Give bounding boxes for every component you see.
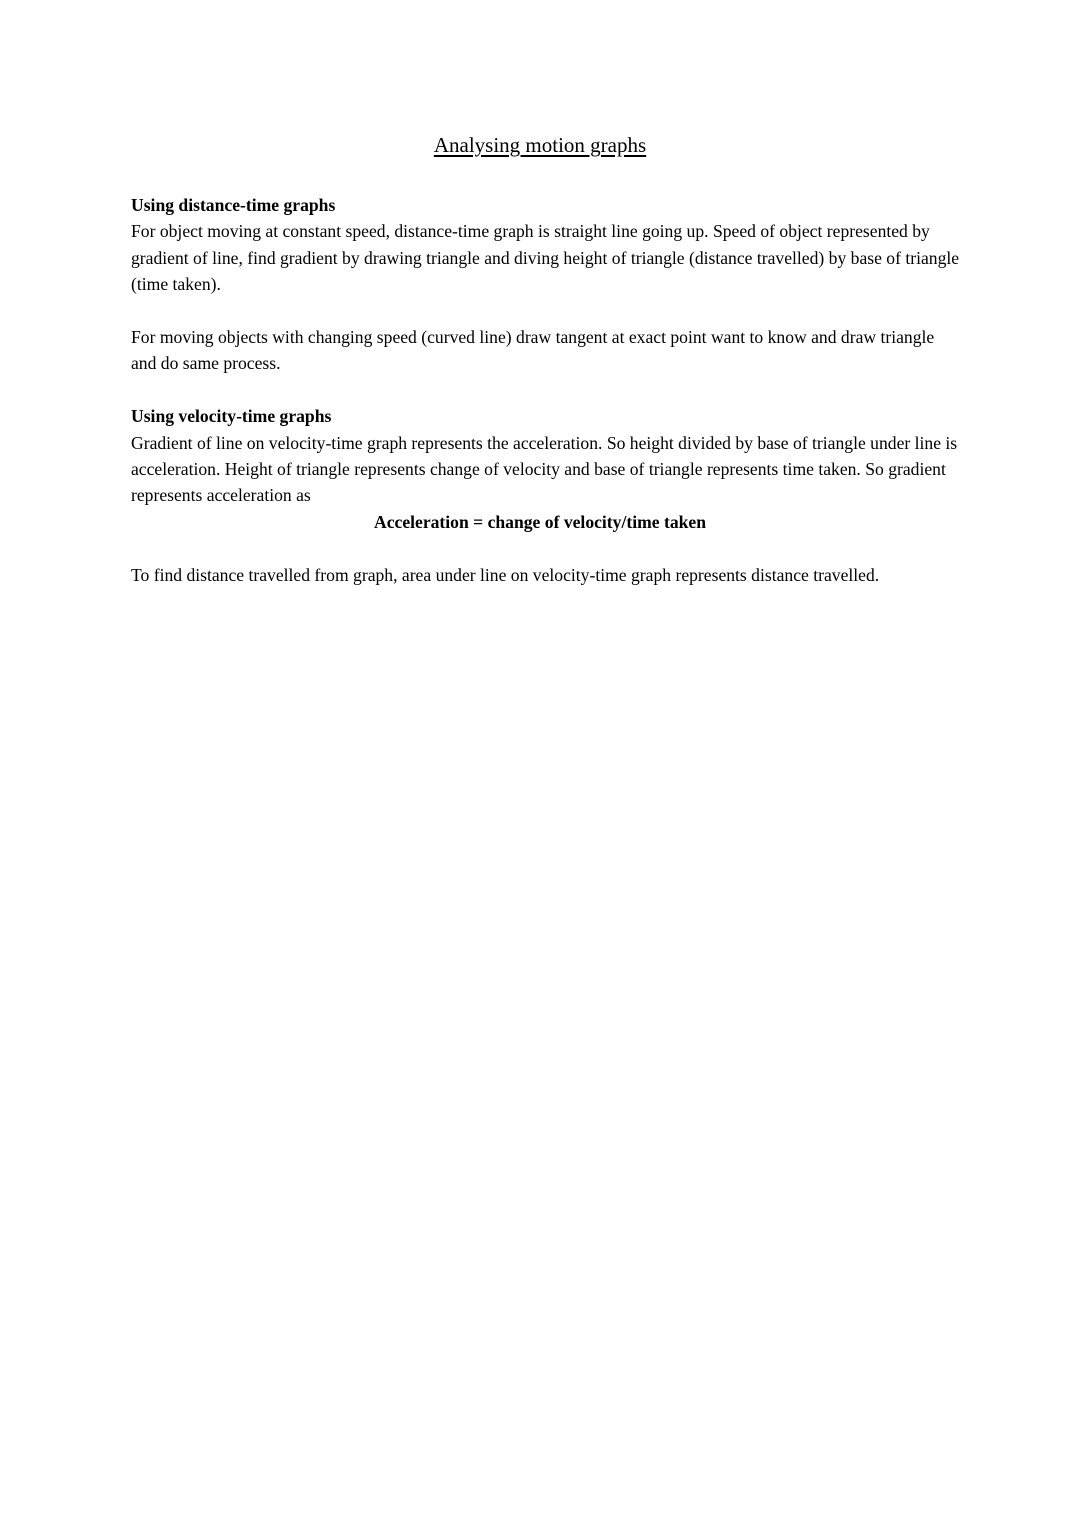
paragraph: For object moving at constant speed, distance-time graph is straight line going up. Speed of object represented by gradient of line, find gradient by drawing triangle and diving height of triangle (distance travelled) by base of triangle (time taken). <box>131 221 960 295</box>
paragraph: Gradient of line on velocity-time graph represents the acceleration. So height divided by base of triangle under line is acceleration. Height of triangle represents change of velocity and base of triangle represents time taken. So gradient represents acceleration as <box>131 432 958 506</box>
paragraph-spacer <box>131 535 961 561</box>
section-spacer <box>131 377 961 403</box>
paragraph-spacer <box>131 298 961 324</box>
document-body <box>131 192 961 588</box>
paragraph: To find distance travelled from graph, area under line on velocity-time graph represents distance travelled. <box>131 564 880 585</box>
section-velocity-time <box>131 403 961 588</box>
paragraph: For moving objects with changing speed (curved line) draw tangent at exact point want to know and draw triangle and do same process. <box>131 327 935 374</box>
section-heading: Using velocity-time graphs <box>131 406 332 427</box>
acceleration-formula: Acceleration = change of velocity/time taken <box>374 511 706 532</box>
section-distance-time <box>131 192 961 377</box>
document-title: Analysing motion graphs <box>433 133 647 157</box>
section-heading: Using distance-time graphs <box>131 195 336 215</box>
